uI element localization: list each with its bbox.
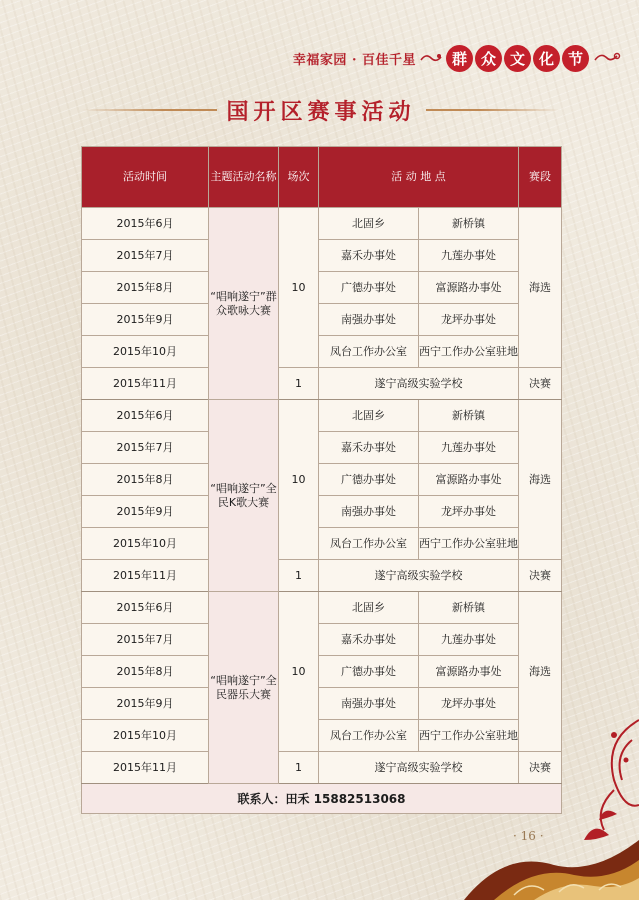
- table-row: [82, 496, 562, 528]
- table-row-final: [82, 560, 562, 592]
- cell-stage: 海选: [519, 208, 562, 368]
- cell-time: 2015年11月: [82, 368, 209, 400]
- cell-time: 2015年9月: [82, 496, 209, 528]
- banner-text: 幸福家园 · 百佳千星: [292, 52, 416, 68]
- header-stage: 赛段: [519, 147, 562, 208]
- cell-venue: 广德办事处: [319, 464, 419, 496]
- cell-time: 2015年7月: [82, 432, 209, 464]
- cell-venue: 新桥镇: [419, 400, 519, 432]
- festival-char: 众: [475, 45, 502, 72]
- cell-venue: 北固乡: [319, 592, 419, 624]
- cell-sessions: 10: [279, 592, 319, 752]
- cell-venue: 凤台工作办公室: [319, 720, 419, 752]
- cell-time: 2015年8月: [82, 272, 209, 304]
- cell-venue: 南强办事处: [319, 496, 419, 528]
- cloud-swirl-icon: [593, 50, 621, 66]
- cell-venue: 九莲办事处: [419, 240, 519, 272]
- page-title: 国开区赛事活动: [226, 98, 416, 125]
- cell-stage: 海选: [519, 592, 562, 752]
- cell-venue: 遂宁高级实验学校: [319, 560, 519, 592]
- cell-time: 2015年8月: [82, 656, 209, 688]
- cell-time: 2015年10月: [82, 720, 209, 752]
- cell-venue: 富源路办事处: [419, 464, 519, 496]
- top-banner: [293, 40, 621, 76]
- cell-time: 2015年8月: [82, 464, 209, 496]
- table-row: [82, 400, 562, 432]
- header-sessions: 场次: [279, 147, 319, 208]
- cell-time: 2015年6月: [82, 592, 209, 624]
- festival-char: 文: [504, 45, 531, 72]
- cell-venue: 嘉禾办事处: [319, 432, 419, 464]
- cell-venue: 广德办事处: [319, 272, 419, 304]
- header-venue: 活 动 地 点: [319, 147, 519, 208]
- table-row: [82, 336, 562, 368]
- cell-sessions: 1: [279, 752, 319, 784]
- cell-venue: 九莲办事处: [419, 432, 519, 464]
- cell-time: 2015年6月: [82, 208, 209, 240]
- table-row: [82, 272, 562, 304]
- schedule-body: [82, 208, 562, 784]
- cell-stage: 海选: [519, 400, 562, 560]
- table-row: [82, 528, 562, 560]
- cell-venue: 遂宁高级实验学校: [319, 752, 519, 784]
- cell-venue: 新桥镇: [419, 208, 519, 240]
- cell-venue: 凤台工作办公室: [319, 336, 419, 368]
- cell-venue: 南强办事处: [319, 688, 419, 720]
- title-divider-right: [426, 109, 561, 111]
- cell-stage: 决赛: [519, 752, 562, 784]
- cell-venue: 广德办事处: [319, 656, 419, 688]
- cell-stage: 决赛: [519, 368, 562, 400]
- title-divider-left: [82, 109, 217, 111]
- cell-venue: 嘉禾办事处: [319, 624, 419, 656]
- cell-venue: 新桥镇: [419, 592, 519, 624]
- cell-venue: 富源路办事处: [419, 656, 519, 688]
- festival-badges: [446, 45, 589, 72]
- table-row: [82, 464, 562, 496]
- cell-stage: 决赛: [519, 560, 562, 592]
- page-number: · 16 ·: [513, 829, 544, 843]
- cell-time: 2015年9月: [82, 688, 209, 720]
- cell-time: 2015年6月: [82, 400, 209, 432]
- table-row: [82, 624, 562, 656]
- cell-time: 2015年11月: [82, 560, 209, 592]
- header-theme: 主题活动名称: [209, 147, 279, 208]
- cell-venue: 南强办事处: [319, 304, 419, 336]
- cell-venue: 西宁工作办公室驻地: [419, 720, 519, 752]
- cell-venue: 龙坪办事处: [419, 304, 519, 336]
- festival-char: 化: [533, 45, 560, 72]
- cell-sessions: 10: [279, 208, 319, 368]
- cell-venue: 北固乡: [319, 400, 419, 432]
- cell-venue: 富源路办事处: [419, 272, 519, 304]
- cell-venue: 龙坪办事处: [419, 688, 519, 720]
- table-row: [82, 208, 562, 240]
- contact-info: 联系人：田禾 15882513068: [82, 784, 562, 814]
- festival-char: 节: [562, 45, 589, 72]
- table-row: [82, 304, 562, 336]
- cell-sessions: 1: [279, 368, 319, 400]
- cell-time: 2015年9月: [82, 304, 209, 336]
- cell-venue: 龙坪办事处: [419, 496, 519, 528]
- table-row: [82, 240, 562, 272]
- swirl-ornament-icon: [420, 51, 442, 65]
- festival-char: 群: [446, 45, 473, 72]
- table-row: [82, 432, 562, 464]
- table-row-final: [82, 368, 562, 400]
- table-row: [82, 656, 562, 688]
- cell-time: 2015年11月: [82, 752, 209, 784]
- cell-venue: 西宁工作办公室驻地: [419, 336, 519, 368]
- cell-venue: 北固乡: [319, 208, 419, 240]
- cell-time: 2015年7月: [82, 240, 209, 272]
- cell-venue: 西宁工作办公室驻地: [419, 528, 519, 560]
- cell-time: 2015年10月: [82, 528, 209, 560]
- header-time: 活动时间: [82, 147, 209, 208]
- cell-venue: 嘉禾办事处: [319, 240, 419, 272]
- cell-time: 2015年10月: [82, 336, 209, 368]
- cell-venue: 九莲办事处: [419, 624, 519, 656]
- floral-corner-ornament-icon: [464, 700, 639, 900]
- cell-time: 2015年7月: [82, 624, 209, 656]
- cell-sessions: 10: [279, 400, 319, 560]
- cell-theme: “唱响遂宁”全民器乐大赛: [209, 592, 279, 784]
- cell-venue: 凤台工作办公室: [319, 528, 419, 560]
- cell-theme: “唱响遂宁”群众歌咏大赛: [209, 208, 279, 400]
- cell-theme: “唱响遂宁”全民K歌大赛: [209, 400, 279, 592]
- cell-sessions: 1: [279, 560, 319, 592]
- title-row: [82, 93, 560, 127]
- table-row: [82, 592, 562, 624]
- cell-venue: 遂宁高级实验学校: [319, 368, 519, 400]
